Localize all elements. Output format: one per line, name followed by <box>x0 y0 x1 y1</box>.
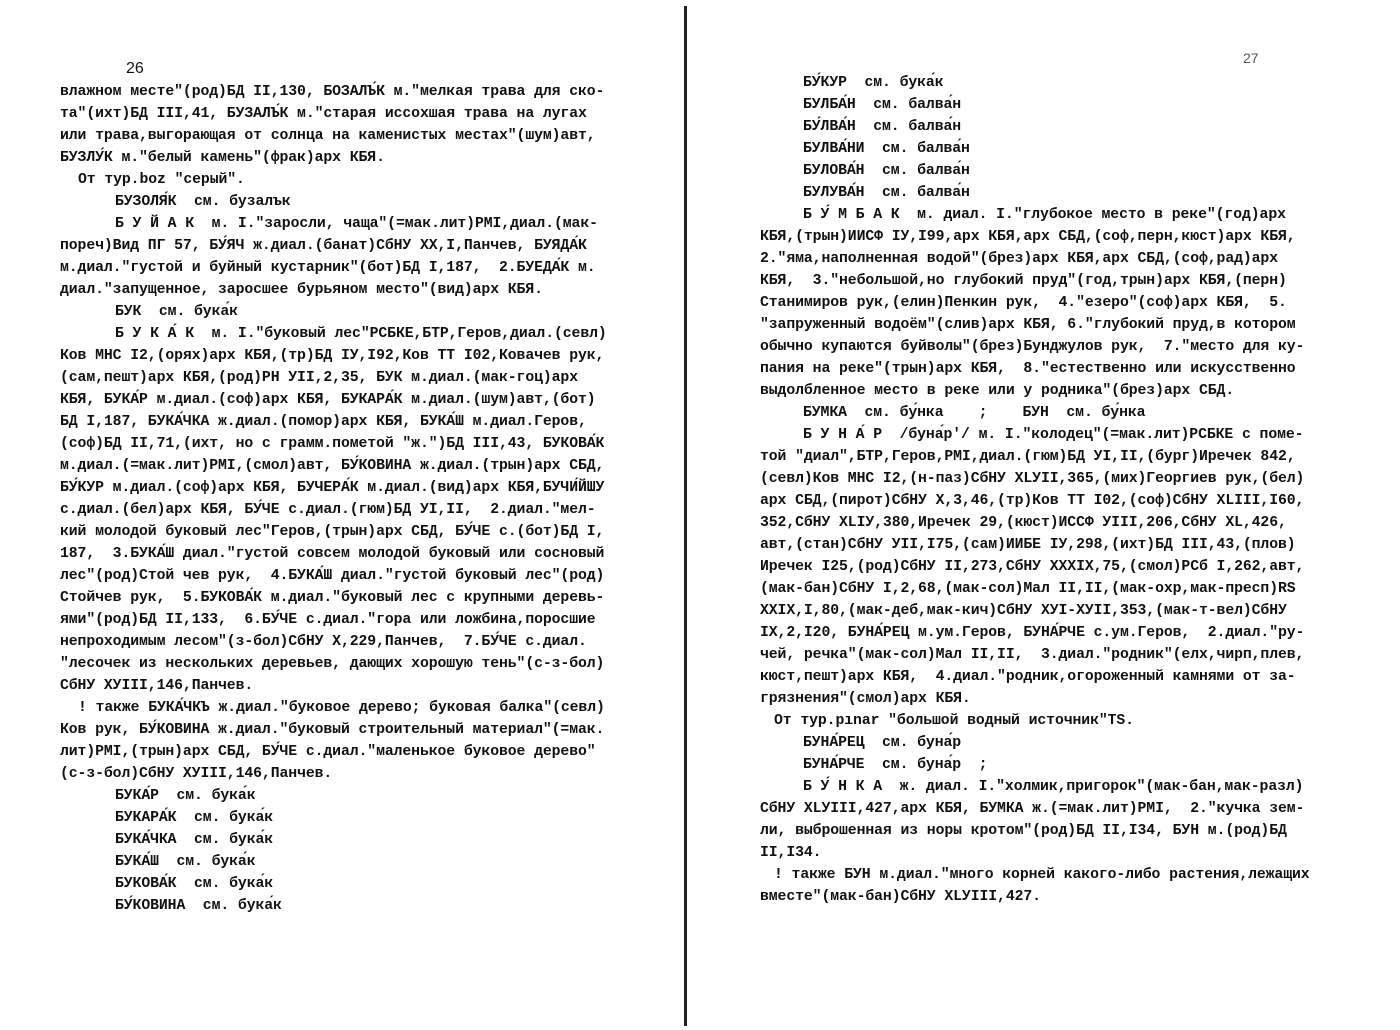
dictionary-entry-headline: БУЛБА́Н см. балва́н <box>803 97 962 113</box>
entry-text-line: пания на реке"(трын)арх КБЯ, 8."естественно или искусственно <box>760 361 1296 377</box>
dictionary-entry-headline: БУКА́ЧКА см. бука́к <box>115 832 274 848</box>
dictionary-entry-headline: БУ́ЛВА́Н см. балва́н <box>803 119 962 135</box>
dictionary-entry-headline: БУКА́Р см. бука́к <box>115 788 256 804</box>
entry-text-line: выдолбленное место в реке или у родника"(брез)арх СБД. <box>760 383 1235 399</box>
dictionary-entry-headline: БУЛВА́НИ см. балва́н <box>803 141 970 157</box>
entry-text-line: СбНУ XУIII,146,Панчев. <box>60 678 254 694</box>
page-number: 27 <box>1243 50 1259 66</box>
dictionary-entry-headline: БУНА́РЕЦ см. буна́р <box>803 735 962 751</box>
dictionary-entry-headline: БУКОВА́К см. бука́к <box>115 876 274 892</box>
page-number: 26 <box>126 60 144 77</box>
entry-text-line: диал."запущенное, заросшее бурьяном место"(вид)арх КБЯ. <box>60 282 543 298</box>
entry-text-line: КБЯ, 3."небольшой,но глубокий пруд"(год,трын)арх КБЯ,(перн) <box>760 273 1287 289</box>
entry-text-line: ли, выброшенная из норы кротом"(род)БД II,I34, БУН м.(род)БД <box>760 823 1287 839</box>
entry-text-line: Стойчев рук, 5.БУКОВА́К м.диал."буковый лес с крупными деревь- <box>60 590 605 606</box>
entry-text-line: КБЯ,(трын)ИИСФ IУ,I99,арх КБЯ,арх СБД,(соф,перн,кюст)арх КБЯ, <box>760 229 1296 245</box>
entry-text-line: с.диал.(бел)арх КБЯ, БУ́ЧЕ с.диал.(гюм)БД УI,II, 2.диал."мел- <box>60 502 596 518</box>
entry-text-line: Иречек I25,(род)СбНУ II,273,СбНУ XXXIX,75,(смол)РСб I,262,авт, <box>760 559 1305 575</box>
entry-text-line: Ков МНС I2,(орях)арх КБЯ,(тр)БД IУ,I92,Ков ТТ I02,Ковачев рук, <box>60 348 605 364</box>
dictionary-entry-headline: БУНА́РЧЕ см. буна́р ; <box>803 757 988 773</box>
dictionary-entry-headline: Б У́ Н К А ж. диал. I."холмик,пригорок"(мак-бан,мак-разл) <box>803 779 1304 795</box>
entry-text-line: лес"(род)Стой чев рук, 4.БУКА́Ш диал."густой буковый лес"(род) <box>60 568 605 584</box>
dictionary-entry-headline: Б У́ М Б А К м. диал. I."глубокое место в реке"(год)арх <box>803 207 1286 223</box>
entry-text-line: непроходимым лесом"(з-бол)СбНУ X,229,Панчев, 7.БУ́ЧЕ с.диал. <box>60 634 587 650</box>
entry-text-line: вместе"(мак-бан)СбНУ XLУIII,427. <box>760 889 1041 905</box>
entry-text-line: лит)РМI,(трын)арх СБД, БУ́ЧЕ с.диал."маленькое буковое дерево" <box>60 744 596 760</box>
dictionary-entry-headline: БУЛОВА́Н см. балва́н <box>803 163 970 179</box>
dictionary-entry-headline: БУКАРА́К см. бука́к <box>115 810 274 826</box>
entry-text-line: арх СБД,(пирот)СбНУ X,3,46,(тр)Ков ТТ I02,(соф)СбНУ XLIII,I60, <box>760 493 1305 509</box>
etymology-note-line: ! также БУН м.диал."много корней какого-либо растения,лежащих <box>774 867 1310 883</box>
entry-text-line: "запруженный водоём"(слив)арх КБЯ, 6."глубокий пруд,в котором <box>760 317 1296 333</box>
entry-text-line: авт,(стан)СбНУ УII,I75,(сам)ИИБЕ IУ,298,(ихт)БД III,43,(плов) <box>760 537 1296 553</box>
dictionary-entry-headline: БУЛУВА́Н см. балва́н <box>803 185 970 201</box>
entry-text-line: IX,2,I20, БУНА́РЕЦ м.ум.Геров, БУНА́РЧЕ с.ум.Геров, 2.диал."ру- <box>760 625 1305 641</box>
dictionary-entry-headline: Б У К А́ К м. I."буковый лес"РСБКЕ,БТР,Геров,диал.(севл) <box>115 326 607 342</box>
entry-text-line: (севл)Ков МНС I2,(н-паз)СбНУ XLУII,365,(мих)Георгиев рук,(бел) <box>760 471 1305 487</box>
entry-text-line: (соф)БД II,71,(ихт, но с грамм.пометой "ж.")БД III,43, БУКОВА́К <box>60 436 605 452</box>
entry-text-line: 187, 3.БУКА́Ш диал."густой совсем молодой буковый или сосновый <box>60 546 605 562</box>
dictionary-entry-headline: БУ́КОВИНА см. бука́к <box>115 898 282 914</box>
entry-text-line: БУЗЛУ́К м."белый камень"(фрак)арх КБЯ. <box>60 150 385 166</box>
entry-text-line: пореч)Вид ПГ 57, БУ́ЯЧ ж.диал.(банат)СбНУ XX,I,Панчев, БУЯДА́К <box>60 238 587 254</box>
entry-text-line: Станимиров рук,(елин)Пенкин рук, 4."езеро"(соф)арх КБЯ, 5. <box>760 295 1287 311</box>
dictionary-entry-headline: БУ́КУР см. бука́к <box>803 75 944 91</box>
entry-text-line: той "диал",БТР,Геров,РМI,диал.(гюм)БД УI,II,(бург)Иречек 842, <box>760 449 1296 465</box>
entry-text-line: (с-з-бол)СбНУ XУIII,146,Панчев. <box>60 766 333 782</box>
etymology-note-line: От тур.boz "серый". <box>78 172 245 188</box>
entry-text-line: м.диал.(=мак.лит)РМI,(смол)авт, БУ́КОВИНА ж.диал.(трын)арх СБД, <box>60 458 605 474</box>
entry-text-line: XXIX,I,80,(мак-деб,мак-кич)СбНУ XУI-XУII,353,(мак-т-вел)СбНУ <box>760 603 1287 619</box>
page-divider <box>684 6 687 1026</box>
left-page <box>0 0 685 1030</box>
entry-text-line: чей, речка"(мак-сол)Мал II,II, 3.диал."родник"(елх,чирп,плев, <box>760 647 1305 663</box>
entry-text-line: 352,СбНУ XLIУ,380,Иречек 29,(кюст)ИССФ УIII,206,СбНУ XL,426, <box>760 515 1287 531</box>
entry-text-line: кий молодой буковый лес"Геров,(трын)арх СБД, БУ́ЧЕ с.(бот)БД I, <box>60 524 605 540</box>
etymology-note-line: От тур.pınar "большой водный источник"TS. <box>774 713 1134 729</box>
entry-text-line: Ков рук, БУ́КОВИНА ж.диал."буковый строительный материал"(=мак. <box>60 722 605 738</box>
entry-text-line: влажном месте"(род)БД II,130, БОЗАЛЪ́К м."мелкая трава для ско- <box>60 84 605 100</box>
entry-text-line: КБЯ, БУКА́Р м.диал.(соф)арх КБЯ, БУКАРА́К м.диал.(шум)авт,(бот) <box>60 392 596 408</box>
dictionary-entry-headline: БУЗОЛЯ́К см. бузалък <box>115 194 291 210</box>
entry-text-line: (сам,пешт)арх КБЯ,(род)РН УII,2,35, БУК м.диал.(мак-гоц)арх <box>60 370 578 386</box>
entry-text-line: ями"(род)БД II,133, 6.БУ́ЧЕ с.диал."гора или ложбина,поросшие <box>60 612 596 628</box>
etymology-note-line: ! также БУКА́ЧКЪ ж.диал."буковое дерево; буковая балка"(севл) <box>78 700 605 716</box>
entry-text-line: БД I,187, БУКА́ЧКА ж.диал.(помор)арх КБЯ, БУКА́Ш м.диал.Геров, <box>60 414 587 430</box>
dictionary-entry-headline: БУК см. бука́к <box>115 304 238 320</box>
dictionary-entry-headline: БУМКА см. бу́нка ; БУН см. бу́нка <box>803 405 1146 421</box>
entry-text-line: 2."яма,наполненная водой"(брез)арх КБЯ,арх СБД,(соф,рад)арх <box>760 251 1278 267</box>
entry-text-line: СбНУ XLУIII,427,арх КБЯ, БУМКА ж.(=мак.лит)РМI, 2."кучка зем- <box>760 801 1305 817</box>
entry-text-line: БУ́КУР м.диал.(соф)арх КБЯ, БУЧЕРА́К м.диал.(вид)арх КБЯ,БУЧИ́ЙШУ <box>60 480 605 496</box>
entry-text-line: или трава,выгорающая от солнца на каменистых местах"(шум)авт, <box>60 128 596 144</box>
right-page <box>688 0 1400 1030</box>
entry-text-line: обычно купаются буйволы"(брез)Бунджулов рук, 7."место для ку- <box>760 339 1305 355</box>
entry-text-line: грязнения"(смол)арх КБЯ. <box>760 691 971 707</box>
dictionary-entry-headline: Б У Н А́ Р /буна́р'/ м. I."колодец"(=мак.лит)РСБКЕ с поме- <box>803 427 1304 443</box>
entry-text-line: II,I34. <box>760 845 822 861</box>
entry-text-line: кюст,пешт)арх КБЯ, 4.диал."родник,огороженный камнями от за- <box>760 669 1296 685</box>
entry-text-line: (мак-бан)СбНУ I,2,68,(мак-сол)Мал II,II,(мак-охр,мак-пресп)RS <box>760 581 1296 597</box>
entry-text-line: та"(ихт)БД III,41, БУЗАЛЪ́К м."старая иссохшая трава на лугах <box>60 106 587 122</box>
entry-text-line: м.диал."густой и буйный кустарник"(бот)БД I,187, 2.БУЕДА́К м. <box>60 260 596 276</box>
dictionary-entry-headline: Б У Й А К м. I."заросли, чаща"(=мак.лит)РМI,диал.(мак- <box>115 216 598 232</box>
dictionary-entry-headline: БУКА́Ш см. бука́к <box>115 854 256 870</box>
entry-text-line: "лесочек из нескольких деревьев, дающих хорошую тень"(с-з-бол) <box>60 656 605 672</box>
